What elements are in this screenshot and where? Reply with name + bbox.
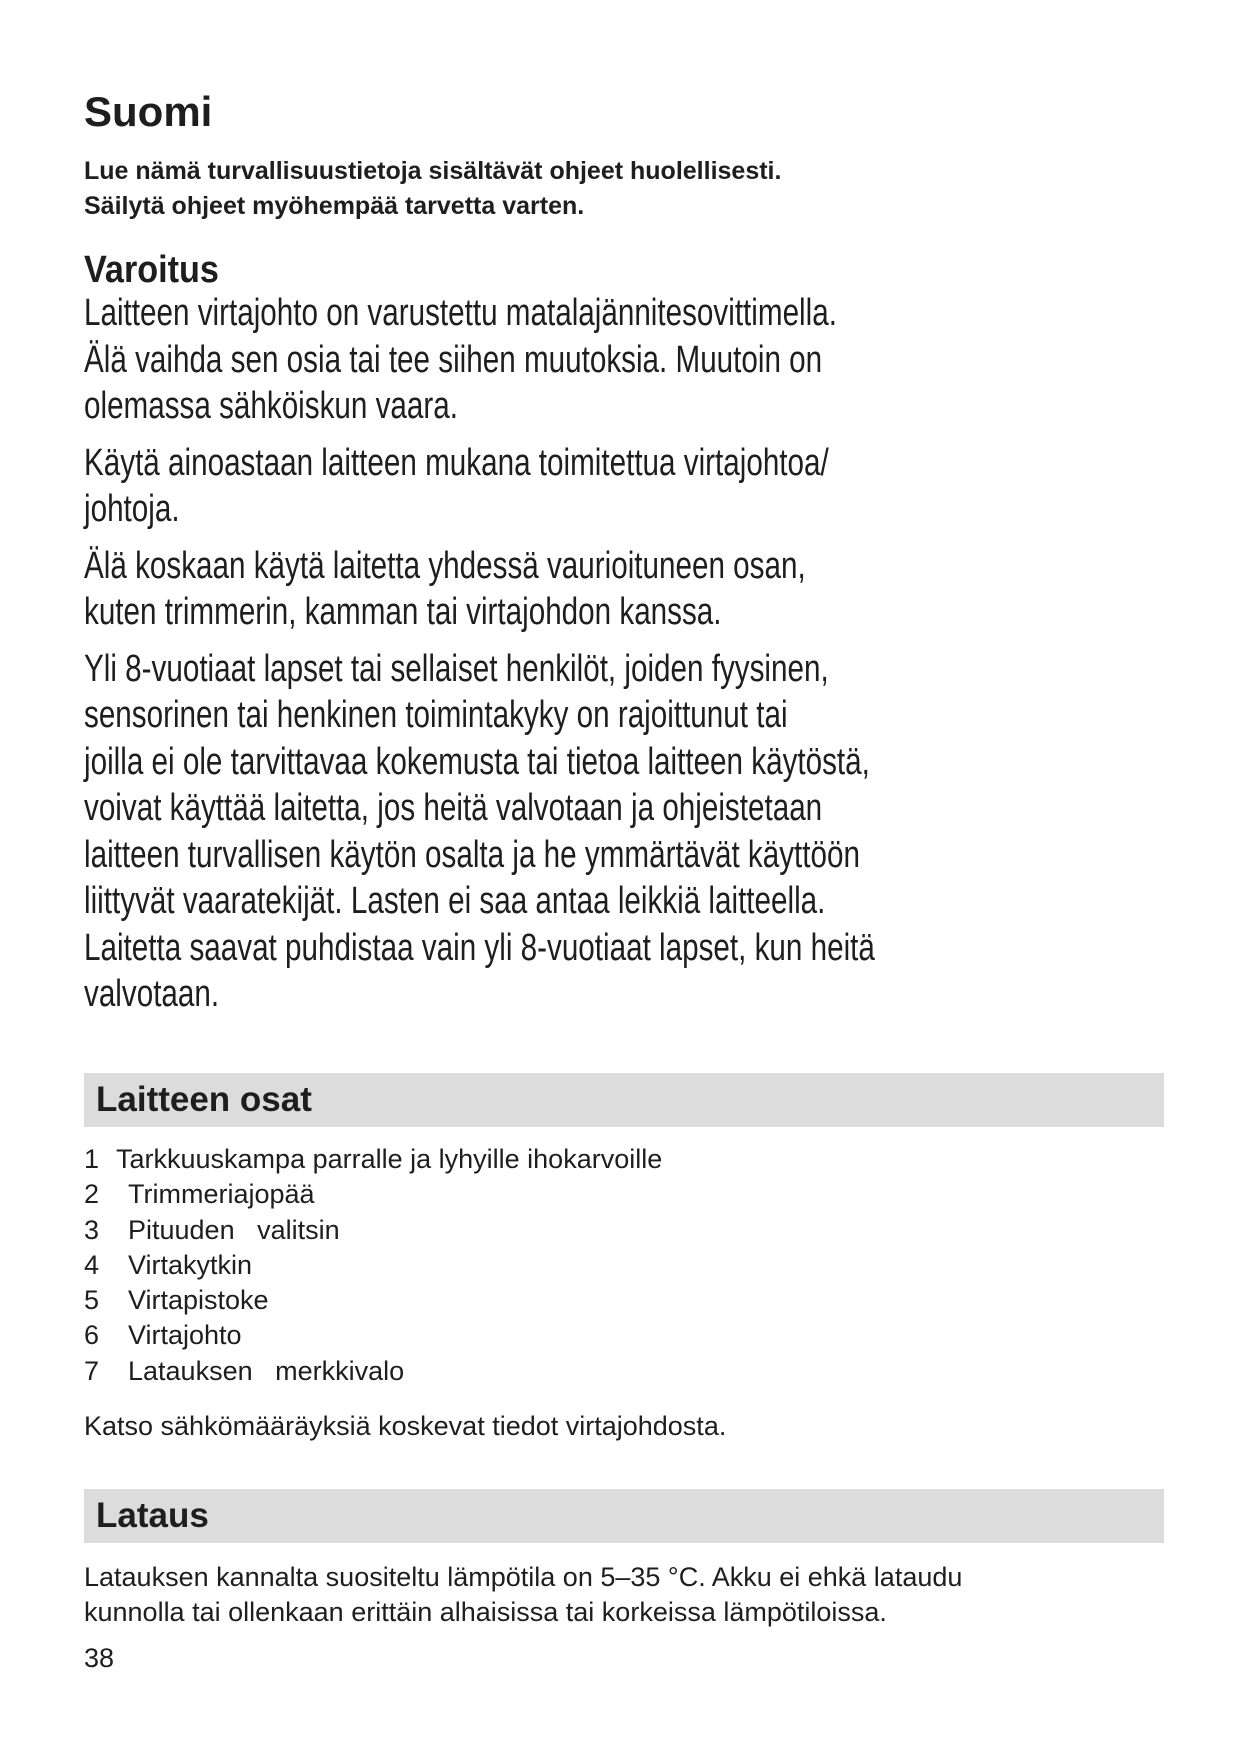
warning-paragraph [84,646,1098,1018]
item-label: Virtajohto [128,1320,242,1351]
intro-line: Säilytä ohjeet myöhempää tarvetta varten. [84,192,585,220]
parts-section-header [84,1073,1164,1127]
list-item [84,1177,662,1212]
list-item [84,1248,662,1283]
item-label: Latauksen merkkivalo [128,1355,405,1386]
warning-line: sensorinen tai henkinen toimintakyky on rajoittunut tai [84,694,788,736]
item-number: 4 [84,1249,100,1280]
charging-text [84,1560,962,1630]
warning-line: Käytä ainoastaan laitteen mukana toimitettua virtajohtoa/ [84,441,829,484]
list-item [84,1142,662,1177]
warning-line: Yli 8-vuotiaat lapset tai sellaiset henkilöt, joiden fyysinen, [84,647,829,690]
warning-paragraph [84,290,1098,430]
warning-line: liittyvät vaaratekijät. Lasten ei saa antaa leikkiä laitteella. [84,880,826,922]
warning-paragraph [84,543,1098,636]
parts-heading: Laitteen osat [96,1080,312,1119]
charging-section-header [84,1489,1164,1543]
warning-line: Laitetta saavat puhdistaa vain yli 8-vuotiaat lapset, kun heitä [84,926,875,969]
item-label: Pituuden valitsin [128,1214,340,1245]
item-number: 3 [84,1214,100,1245]
warning-line: laitteen turvallisen käytön osalta ja he ymmärtävät käyttöön [84,833,860,876]
parts-list [84,1142,662,1389]
warning-line: Älä koskaan käytä laitetta yhdessä vaurioituneen osan, [84,544,806,587]
list-item [84,1283,662,1318]
warning-paragraph [84,440,1098,533]
charging-line: kunnolla tai ollenkaan erittäin alhaisissa tai korkeissa lämpötiloissa. [84,1597,887,1627]
charging-line: Latauksen kannalta suositeltu lämpötila on 5–35 °C. Akku ei ehkä lataudu [84,1562,963,1592]
warning-body [84,290,1098,1018]
warning-line: Laitteen virtajohto on varustettu matalajännitesovittimella. [84,292,837,334]
warning-line: Älä vaihda sen osia tai tee siihen muutoksia. Muutoin on [84,338,823,381]
warning-line: valvotaan. [84,973,220,1015]
page-title: Suomi [84,88,213,135]
item-number: 6 [84,1320,100,1351]
warning-heading: Varoitus [84,249,219,291]
warning-line: joilla ei ole tarvittavaa kokemusta tai tietoa laitteen käytöstä, [84,740,870,783]
item-number: 7 [84,1355,100,1386]
page-number: 38 [84,1643,115,1673]
item-number: 1 [84,1144,100,1174]
list-item [84,1213,662,1248]
item-label: Trimmeriajopää [128,1179,315,1210]
item-label: Virtakytkin [128,1249,253,1280]
intro-text [84,154,781,224]
charging-heading: Lataus [96,1496,209,1535]
warning-line: voivat käyttää laitetta, jos heitä valvotaan ja ohjeistetaan [84,787,823,829]
warning-line: kuten trimmerin, kamman tai virtajohdon kanssa. [84,591,722,633]
item-label: Tarkkuuskampa parralle ja lyhyille ihokarvoille [116,1144,663,1174]
parts-note: Katso sähkömääräyksiä koskevat tiedot virtajohdosta. [84,1411,727,1441]
warning-line: olemassa sähköiskun vaara. [84,385,458,427]
item-number: 2 [84,1179,100,1210]
list-item [84,1318,662,1353]
item-number: 5 [84,1285,100,1316]
list-item [84,1354,662,1389]
warning-line: johtoja. [84,488,180,530]
intro-line: Lue nämä turvallisuustietoja sisältävät ohjeet huolellisesti. [84,157,782,185]
item-label: Virtapistoke [128,1285,269,1316]
